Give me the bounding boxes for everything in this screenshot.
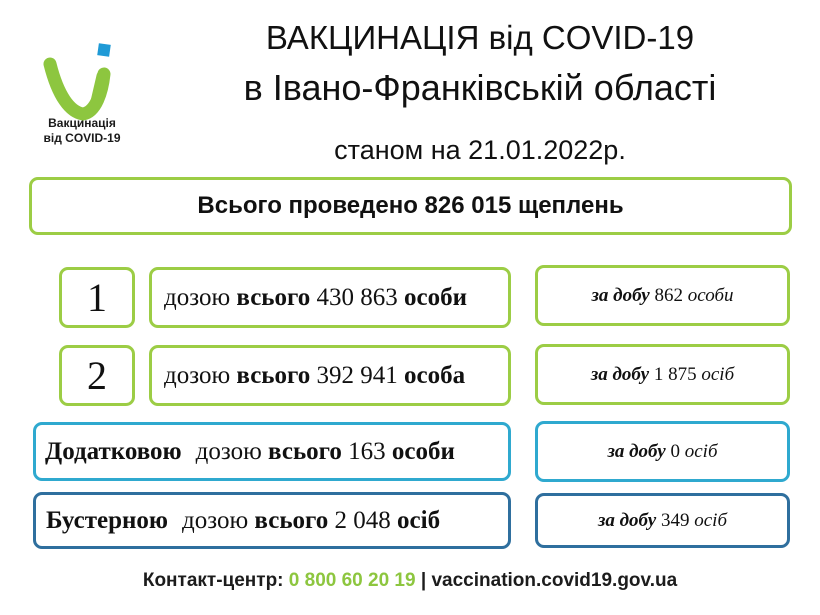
booster-dose-total-box: [33, 492, 511, 549]
contact-center-label: Контакт-центр:: [142, 570, 284, 591]
additional-dose-unit: особи: [391, 437, 455, 465]
per-day-label: за добу: [591, 284, 650, 306]
booster-dose-daily-box: [535, 493, 790, 548]
booster-dose-unit: осіб: [397, 506, 441, 534]
dose-2-unit: особа: [404, 361, 466, 389]
total-vaccinations-text: Всього проведено 826 015 щеплень: [197, 192, 624, 219]
dose-2-daily-unit: осіб: [701, 363, 735, 385]
dose-word: дозою: [164, 361, 231, 389]
dose-word: дозою: [195, 437, 262, 465]
dose-2-count: 392 941: [316, 361, 398, 389]
additional-dose-daily-box: [535, 421, 790, 482]
dose-number-1: 1: [87, 275, 107, 320]
per-day-label: за добу: [590, 363, 650, 385]
dose-word: дозою: [164, 283, 231, 311]
dose-2-daily-count: 1 875: [653, 363, 697, 385]
dose-1-daily-unit: особи: [687, 284, 734, 306]
total-word: всього: [268, 437, 342, 465]
report-date: станом на 21.01.2022р.: [334, 135, 626, 165]
dose-2-daily-box: [535, 344, 790, 405]
booster-dose-daily-unit: осіб: [694, 509, 728, 531]
booster-dose-daily-count: 349: [660, 509, 690, 531]
booster-dose-type: Бустерною: [46, 506, 169, 534]
dose-1-daily-box: [535, 265, 790, 326]
dose-word: дозою: [182, 506, 249, 534]
logo-caption-line1: Вакцинація: [48, 116, 116, 130]
dose-number-2: 2: [87, 353, 107, 398]
total-word: всього: [254, 506, 329, 534]
dose-1-daily-count: 862: [654, 284, 683, 306]
footer-separator: |: [420, 570, 427, 591]
dose-number-1-box: [59, 267, 135, 328]
dose-1-count: 430 863: [316, 283, 398, 311]
dose-2-total-box: [149, 345, 511, 406]
contact-phone[interactable]: 0 800 60 20 19: [288, 570, 416, 591]
total-word: всього: [236, 361, 311, 389]
additional-dose-total-box: [33, 422, 511, 481]
total-vaccinations-box: [29, 177, 792, 235]
additional-dose-count: 163: [348, 437, 386, 465]
total-word: всього: [236, 283, 311, 311]
per-day-label: за добу: [597, 509, 657, 531]
contact-footer: [0, 570, 820, 592]
additional-dose-daily-count: 0: [670, 440, 680, 462]
booster-dose-count: 2 048: [334, 506, 391, 534]
page-title-line2: в Івано-Франківській області: [243, 67, 717, 108]
website-link[interactable]: vaccination.covid19.gov.ua: [431, 570, 678, 591]
dose-1-total-box: [149, 267, 511, 328]
page-title-line1: ВАКЦИНАЦІЯ від COVID-19: [265, 19, 695, 56]
additional-dose-type: Додатковою: [45, 437, 182, 465]
logo-caption: [22, 116, 142, 146]
dose-1-unit: особи: [404, 283, 468, 311]
dose-number-2-box: [59, 345, 135, 406]
logo-caption-line2: від COVID-19: [43, 131, 121, 145]
additional-dose-daily-unit: осіб: [684, 440, 718, 462]
per-day-label: за добу: [607, 440, 666, 462]
